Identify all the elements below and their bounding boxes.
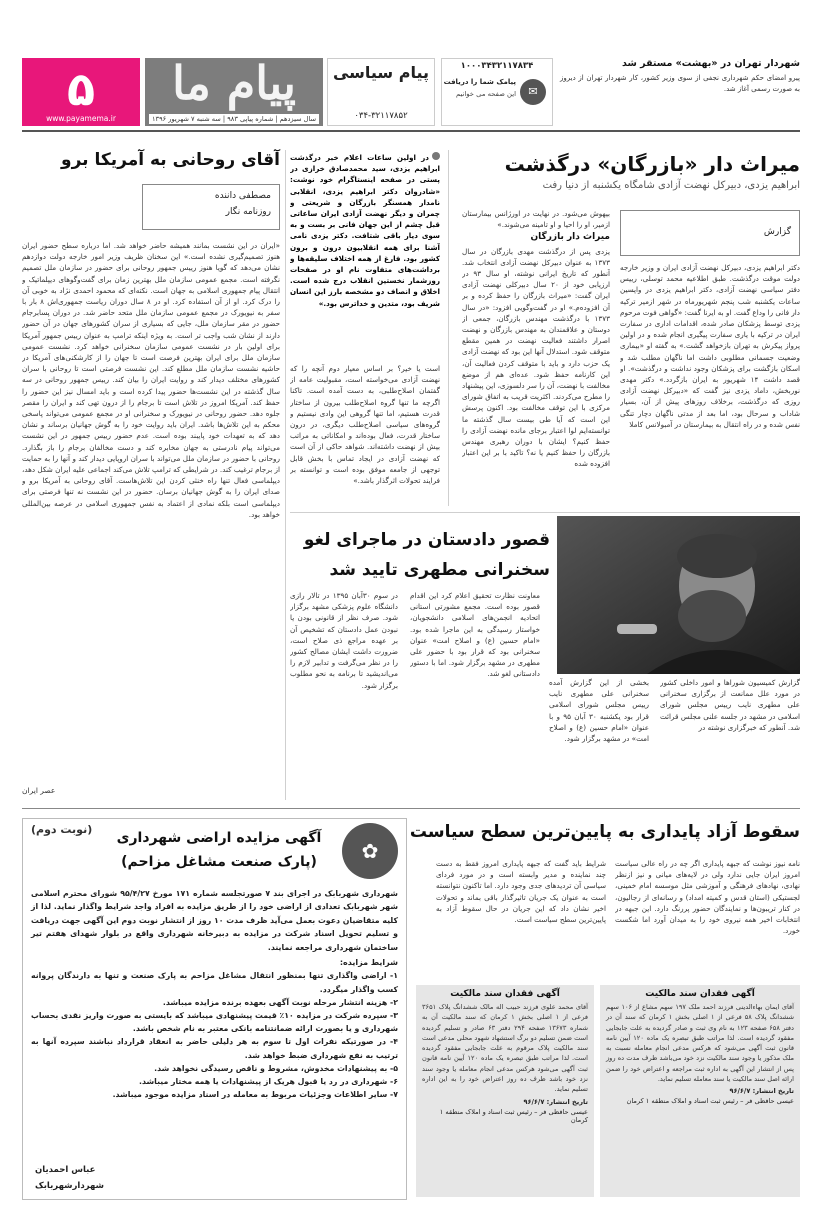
sms-number: ۱۰۰۰۳۴۳۲۱۱۷۸۳۴	[460, 61, 534, 71]
report-box	[620, 210, 800, 256]
row-divider	[22, 808, 800, 809]
feature-column-1: در سوم ۳۰آبان ۱۳۹۵ در تالار رازی دانشگاه علوم پزشکی مشهد برگزار شود. صرف نظر از قانونی بودن یا نبودن عمل دادستان که تشخیص آن بر عهده مراجع ذی صلاح است، ضرورت داشت ایشان مصالح کشور را در نظر می‌گرفت و تدابیر لازم را می‌اندیشید تا برنامه به نحو مطلوب برگزار شود.	[290, 591, 398, 690]
auction-condition: ۲- هزینه انتشار مرحله نوبت آگهی بعهده برنده مزایده میباشد.	[162, 997, 398, 1007]
feature-title-line-2: سخنرانی مطهری تایید شد	[329, 560, 550, 580]
message-icon: ✉	[520, 79, 546, 105]
collapse-article-column-2: شرایط باید گفت که جبهه پایداری امروز فقط به دست چند نماینده و مدیر وابسته است و در مورد فردای سیاسی آن تردیدهای جدی وجود دارد. اما تاکنون نتوانسته است به عنوان یک جریان تاثیرگذار باقی بماند و تحولات اخیر نشان داد که این جریان در حال سقوط آزاد به پایین‌ترین سطح سیاست است.	[436, 859, 606, 925]
sms-subtitle: این صفحه می خوانیم	[455, 90, 516, 98]
notice-body: آقای محمد علوی فرزند حبیب اله مالک ششدانگ پلاک ۳۶۵۱ فرعی از ۱ اصلی بخش ۱ کرمان که سند مالکیت آن به شماره ۱۳۶۷۳ صفحه ۲۹۴ دفتر ۶۳ صادر و تسلیم گردیده است ضمن تسلیم دو برگ استشهاد شهود محلی مدعی است سند مالکیت پلاک مرقوم به علت جابجایی مفقود گردیده است. لذا مراتب طبق تبصره یک ماده ۱۲۰ آیین نامه قانون ثبت آگهی می‌شود هرکس مدعی انجام معامله یا وجود سند نزد خود باشد ظرف ده روز اعتراض خود را به این اداره تسلیم نماید.	[422, 1003, 588, 1094]
auction-condition: ۴- در صورتیکه نفرات اول تا سوم به هر دلیلی حاضر به انعقاد قرارداد نباشند سپرده آنها به ترتیب به نفع شهرداری ضبط خواهد شد.	[31, 1037, 398, 1060]
feature-column-2: معاونت نظارت تحقیق اعلام کرد این اقدام قصور بوده است. مجمع مشورتی استانی اتحادیه انجمن‌های اسلامی دانشجویان، خواستار رسیدگی به این ماجرا شده بود. «امام حسین (ع) و اصلاح امت» عنوان سخنرانی بود که قرار بود با حضور علی مطهری در مشهد برگزار شود. اما با دستور دادستانی لغو شد.	[410, 591, 540, 679]
auction-condition: ۷- سایر اطلاعات وجزئیات مربوط به معامله در اسناد مزایده موجود میباشد.	[112, 1090, 398, 1100]
author-name: مصطفی داننده	[214, 191, 271, 201]
notice-loss-deed-1	[600, 985, 800, 1197]
opinion-body: «ایران در این نشست بمانند همیشه حاضر خواهد شد. اما درباره سطح حضور ایران هنوز تصمیم‌گیری نشده است.» این سخنان ظریف وزیر امور خارجه دولت دوازدهم نشان می‌دهد که گویا هنوز رییس جمهور روحانی برای حضور در سازمان ملل تصمیم نگرفته است. مجمع عمومی سازمان ملل بهترین زمان برای گفت‌وگوهای دیپلماتیک و انتقال پیام جمهوری اسلامی به جهان است. نکته‌ای که محمود احمدی نژاد به خوبی آن را درک کرد. او از آن استفاده کرد. او در ۸ سال دوران ریاست جمهوری‌اش ۸ بار با سفر به نیویورک در مجمع عمومی سازمان ملل متحد حاضر شد. در دوران پسابرجام حضور در مقر سازمان ملل، جایی که بسیاری از سران کشورهای جهان در آن حضور دارند از نشان شب واجب تر است. به ویژه اینکه ترامپ به عنوان رییس جمهور آمریکا برای اولین بار در نشست عمومی سازمان سخنرانی خواهد کرد. نشست عمومی سازمان ملل برای ایران بهترین فرصت است تا جهان را از کارشکنی‌های آمریکا در حاشیه نشست سازمان ملل مطلع کند. این نشست فرصتی است تا روحانی با سران کشورهای مختلف دیدار کند و روایت ایران را بیان کند. رییس جمهور روحانی در سه سال گذشته در این نشست‌ها حضور پیدا کرده است و باید امسال نیز این حضور را حفظ کند. آمریکا امروز در تلاش است تا برجام را از درون تهی کند و ایران را مقصر جلوه دهد. حضور روحانی در نیویورک و سخنرانی او در مجمع عمومی می‌تواند پاسخی محکم به این تلاش‌ها باشد. ایران باید روایت خود را به گوش جهانیان برساند و نشان دهد که به تعهدات خود پایبند بوده است. عدم حضور رییس جمهور در این نشست می‌تواند پیام نادرستی به جهان مخابره کند و دست مخالفان برجام را باز بگذارد. روحانی با حضور در سازمان ملل می‌تواند با سران اروپایی دیدار کند و آنها را به حمایت از برجام ترغیب کند. در شرایطی که ترامپ تلاش می‌کند اجماعی علیه ایران شکل دهد، دیپلماسی فعال تنها راه خنثی کردن این تلاش‌هاست. آقای روحانی به آمریکا برو و صدای ایران را به گوش جهانیان برسان. حضور در این نشست نه تنها فرصتی برای دیپلماسی است بلکه نمادی از اعتماد به نفس جمهوری اسلامی در عرصه بین‌المللی خواهد بود.	[22, 241, 280, 519]
auction-conditions-title: شرایط مزایده:	[339, 958, 398, 968]
feature-title-line-1: قصور دادستان در ماجرای لغو	[303, 530, 550, 550]
section-phone: ۰۳۴-۳۲۱۱۷۸۵۲	[354, 111, 408, 121]
auction-ad	[22, 818, 407, 1200]
notice-title: آگهی فقدان سند مالکیت	[645, 989, 755, 999]
section-box	[327, 58, 435, 126]
main-article-column-2-intro: بیهوش می‌شود. در نهایت در اورژانس بیمارستان ازمیر، او را احیا و او تامینه می‌شوند.»	[462, 209, 610, 230]
logo-text: پیام ما	[172, 58, 296, 110]
notice-signature: عیسی حافظی فر – رئیس ثبت اسناد و املاک منطقه ۱ کرمان	[439, 1107, 588, 1124]
notice-date: تاریخ انتشار: ۹۶/۶/۷	[523, 1097, 588, 1106]
sms-box	[441, 58, 553, 126]
main-article-title: میراث دار «بازرگان» درگذشت	[504, 152, 800, 176]
header-divider	[22, 130, 800, 132]
feature-column-3: بخشی از این گزارش آمده سخنرانی علی مطهری نایب رییس مجلس شورای اسلامی قرار بود یکشنبه ۳۰ آبان ۹۵ و با عنوان «امام حسین (ع) و اصلاح امت» در مشهد برگزار شود.	[549, 678, 649, 744]
column-divider	[448, 150, 449, 506]
main-article-column-1: دکتر ابراهیم یزدی، دبیرکل نهضت آزادی ایران و وزیر خارجه دولت موقت درگذشت. طبق اطلاعیه محمد توسلی، رییس دفتر سیاسی نهضت آزادی، دکتر ابراهیم یزدی در واپسین ساعات یکشنبه شب پنجم شهریورماه در شهر ازمیر ترکیه دار فانی را وداع گفت. او به ایرنا گفت: «گواهی فوت مرحوم یزدی توسط پزشکان صادر شده، اقدامات اداری در سفارت ایران در ترکیه با یاری سفارت پیگیری انجام شده و در اولین پرواز پیکرش به تهران بازخواهد گشت.» به گفته او «بیماری وضعیت جسمانی مطلوبی داشت اما ناگهان مطلب شد و اسکان بازگشت برای پزشکان وجود نداشت و درگذشت». او قصد داشت ۱۴ شهریور به ایران بازگردد.» دکتر مهدی نوربخش، داماد یزدی نیز گفت که «دبیرکل نهضت آزادی روزی که درگذشت، برخلاف روزهای پیش از آن، بسیار شاداب و سرحال بود، اما بعد از مدتی ناگهان دچار تنگی نفس شده و در راه انتقال به بیمارستان در آمبولانس کاملا	[620, 263, 800, 429]
auction-signer-role: شهردارشهربابک	[35, 1181, 104, 1191]
section-title: پیام سیاسی	[332, 63, 430, 82]
opinion-title: آقای روحانی به آمریکا برو	[61, 150, 280, 170]
municipality-emblem-icon: ✿	[342, 823, 398, 879]
newspaper-logo	[145, 58, 323, 126]
auction-title: آگهی مزایده اراضی شهرداری	[116, 830, 322, 846]
page-number-box	[22, 58, 140, 126]
report-label: گزارش	[763, 227, 791, 237]
author-box	[142, 184, 280, 230]
auction-body	[31, 887, 398, 1101]
auction-condition: ۳- سپرده شرکت در مزایده ۱۰٪ قیمت پیشنهادی میباشد که بایستی به صورت واریز نقدی بحساب شهرداری و یا بصورت ارائه ضمانتنامه بانکی معتبر به نام شخص باشد.	[31, 1011, 398, 1034]
bullet-icon	[432, 152, 440, 160]
row-divider	[290, 512, 800, 513]
main-article-column-3: است یا خیر؟ بر اساس معیار دوم آنچه را که نهضت آزادی می‌خواسته است، مقبولیت عامه از گفتمان اصلاح‌طلبی، به دست آمده است. تاکنا اگرچه ما تنها گروه اصلاح‌طلب بیرون از ساختار قدرت هستیم، اما تنها گروهی این وادی نیستیم و گروه‌های سیاسی اصلاح‌طلب دیگری، در درون ساختار قدرت، فعال بوده‌اند و امکاناتی به مراتب بیش از نهضت داشته‌اند. شواهد حاکی از آن است که نهضت آزادی در ایجاد تماس با بخش قابل توجهی از جامعه موفق بوده است و توانسته بر فرایند تحولات اثرگذار باشد.»	[290, 364, 440, 486]
notice-title: آگهی فقدان سند مالکیت	[450, 989, 560, 999]
auction-subtitle: (پارک صنعت مشاغل مزاحم)	[121, 854, 317, 870]
auction-signer-name: عباس احمدیان	[35, 1165, 96, 1175]
intro-quote-text: در اولین ساعات اعلام خبر درگذشت ابراهیم یزدی، سید محمدصادق خرازی در پستی در صفحه اینستاگرام خود نوشت: «شادروان دکتر ابراهیم یزدی، انقلابی نامدار همسنگر بازرگان و شریعتی و چمران و دیگر نهضت آزادی ایران ساعاتی قبل چشم از این جهان فانی بر بست و به سوی دیار باقی شتافت. دکتر یزدی نامی آشنا برای همه انقلابیون درون و برون کشور بود. فارغ از همه اختلاف سلیقه‌ها و برداشت‌های متفاوت نام او در صفحات روزشمار نخستین انقلاب درج شده است. اخلاق و انصاف دو مشخصه بارز این انسان شریف بود، متدین و خداترس بود.»	[290, 153, 440, 308]
intro-quote	[290, 152, 440, 360]
feature-column-4: گزارش کمیسیون شوراها و امور داخلی کشور در مورد علل ممانعت از برگزاری سخنرانی علی مطهری نایب رییس مجلس شورای اسلامی در مشهد در جلسه علنی مجلس قرائت شد. آنطور که خبرگزاری نوشته در	[660, 678, 800, 732]
top-news	[560, 58, 800, 126]
auction-intro: شهرداری شهربابک در اجرای بند ۷ صورتجلسه شماره ۱۷۱ مورخ ۹۵/۴/۲۷ شورای محترم اسلامی شهر شهربابک تعدادی از اراضی خود را از طریق مزایده به افراد واجد شرایط واگذار نماید. لذا از کلیه متقاضیان دعوت بعمل می‌آید ظرف مدت ۱۰ روز از انتشار نوبت دوم این آگهی جهت دریافت و تسلیم تحویل اسناد شرکت در مزایده به دبیرخانه شهرداری واقع در بلوار شهدای هفتم تیر ساختمان شهرداری مراجعه نمایند.	[31, 889, 398, 952]
top-news-body: پیرو امضای حکم شهرداری نجفی از سوی وزیر کشور، کار شهردار تهران از دیروز به صورت رسمی آغاز شد.	[560, 74, 800, 93]
notice-body: آقای ایمان بهاءالدینی فرزند احمد ملک ۱۹۷ سهم مشاع از ۱۰۶ سهم ششدانگ پلاک ۵۸ فرعی از ۱ اصلی بخش ۱ کرمان که سند آن در دفتر ۶۵۸ صفحه ۱۲۳ به نام وی ثبت و صادر گردیده به علت جابجایی مفقود گردیده است. لذا مراتب طبق تبصره یک ماده ۱۲۰ آیین نامه قانون ثبت آگهی می‌شود که هرکس مدعی انجام معامله نسبت به ملک مذکور یا وجود سند مالکیت نزد خود می‌باشد ظرف مدت ده روز پس از انتشار این آگهی به اداره ثبت مراجعه و اعتراض خود را ضمن ارائه اصل سند مالکیت یا سند معامله تسلیم نماید.	[606, 1003, 795, 1084]
top-news-title: شهردار تهران در «بهشت» مستقر شد	[622, 58, 800, 69]
author-role: روزنامه نگار	[225, 207, 271, 217]
feature-photo	[557, 516, 800, 674]
auction-condition: ۱- اراضی واگذاری تنها بمنظور انتقال مشاغل مزاحم به پارک صنعت و تنها به دارندگان پروانه کسب واگذار میگردد.	[31, 971, 398, 994]
auction-condition: ۶- شهرداری در رد یا قبول هریک از پیشنهادات یا همه مختار میباشد.	[139, 1077, 398, 1087]
sms-title: پیامک شما را دریافت	[443, 78, 516, 86]
main-article-column-2-body: یزدی پس از درگذشت مهدی بازرگان در سال ۱۳۷۳ به عنوان دبیرکل نهضت آزادی انتخاب شد. آنطور که تاریخ ایرانی نوشته، او سال ۹۳ در ارزیابی خود از ۲۰ سال دبیرکلی نهضت آزادی ایران گفت: «میراث بازرگان را حفظ کرده و بر آن افزوده‌م.» او در گفت‌وگویی افزود: «در سال ۱۳۷۳ با درگذشت مهندس بازرگان، جمعی از دوستان و علاقمندان به مهندس بازرگان و نهضت اصرار داشتند فعالیت نهضت در همین مقطع متوقف شود. استدلال آنها این بود که نهضت آزادی یک حزب دارد و باید با متوقف کردن فعالیت آن، این کارنامه حفظ شود. عده‌ای هم از موضع مخالفت با نهضت، آن را سر دلسوزی، این پیشنهاد را مطرح می‌کردند. اکثریت قریب به اتفاق شورای مرکزی با این توقف مخالفت بود. اکنون پرسش این است که آیا طی بیست سال گذشته ما توانسته‌ایم لوا اعتبار برجای مانده نهضت آزادی را حفظ کنیم؟ ایشان با دوران رهبری مهندس بازرگان را حفظ کنیم یا نه؟ تاکید با بر این اعتبار افزوده شده	[462, 246, 610, 469]
issue-line: سال سیزدهم | شماره پیاپی ۹۸۳ | سه شنبه ۷ شهریور ۱۳۹۶	[149, 114, 319, 124]
portrait-image	[557, 516, 800, 674]
page-number: ۵	[66, 62, 96, 116]
column-divider	[285, 150, 286, 800]
opinion-source: عصر ایران	[22, 786, 56, 795]
auction-condition: ۵- به پیشنهادات مخدوش، مشروط و ناقص رسیدگی نخواهد شد.	[154, 1063, 398, 1073]
main-article-subtitle: ابراهیم یزدی، دبیرکل نهضت آزادی شامگاه یکشنبه از دنیا رفت	[542, 180, 800, 191]
collapse-article-column-1: نامه نیوز نوشت که جبهه پایداری اگر چه در راه عالی سیاست امروز ایران جایی ندارد ولی در لایه‌های میانی و نیز ازنظر نهادی، نهادهای فرهنگی و آموزشی مثل موسسه امام خمینی، لجستیکی (استان قدس و کمیته امداد) و رسانه‌ای از رجالیون، در کنار تریبون‌ها و نمایندگان حضور پررنگ دارد. این جبهه در انتخابات اخیر همه نیروی خود را به میدان آورد اما شکست خورد.	[615, 859, 800, 936]
main-article-column-2	[462, 208, 610, 500]
main-article-subhead: میراث دار بازرگان	[530, 232, 610, 243]
auction-turn-badge: (نوبت دوم)	[31, 823, 93, 836]
collapse-article-title: سقوط آزاد پایداری به پایین‌ترین سطح سیاست	[409, 822, 800, 842]
site-url[interactable]: www.payamema.ir	[46, 114, 116, 123]
notice-loss-deed-2	[416, 985, 594, 1197]
notice-signature: عیسی حافظی فر – رئیس ثبت اسناد و املاک منطقه ۱ کرمان	[626, 1097, 794, 1106]
notice-date: تاریخ انتشار: ۹۶/۶/۷	[729, 1087, 794, 1096]
